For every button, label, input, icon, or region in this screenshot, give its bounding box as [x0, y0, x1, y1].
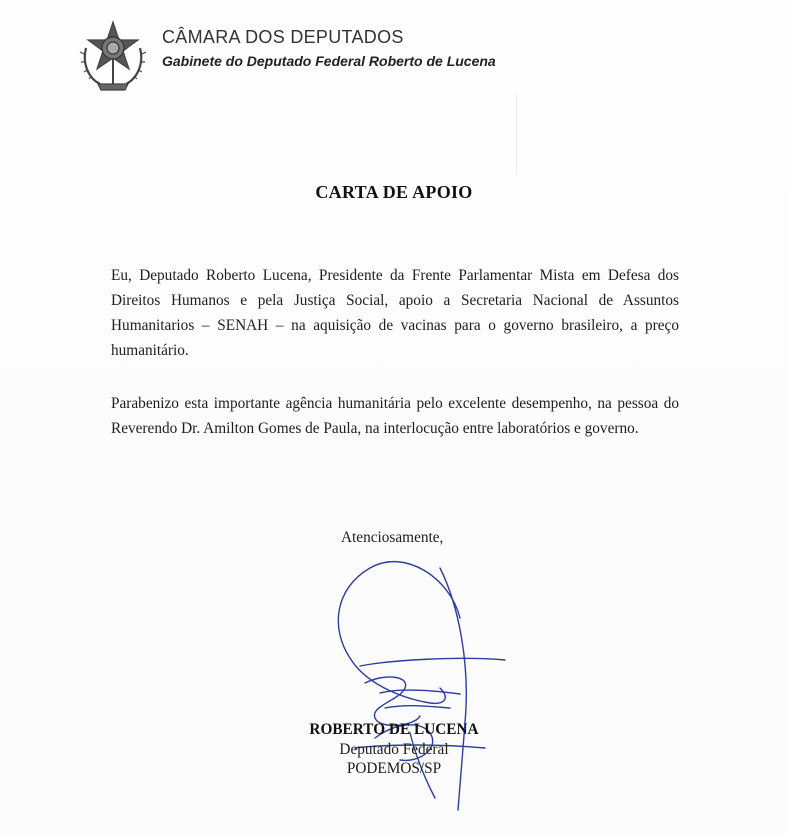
closing-salutation: Atenciosamente,	[341, 529, 444, 546]
brazil-coat-of-arms-icon	[78, 18, 148, 98]
office-name: Gabinete do Deputado Federal Roberto de Lucena	[162, 53, 496, 69]
institution-name: CÂMARA DOS DEPUTADOS	[162, 27, 404, 47]
paragraph-support: Eu, Deputado Roberto Lucena, Presidente da Frente Parlamentar Mista em Defesa dos Direitos Humanos e pela Justiça Social, apoio a Secretaria Nacional de Assuntos Humanitarios – SENAH – na aquisição de vacinas para o governo brasileiro, a preço humanitário.	[111, 267, 679, 359]
paper-crease	[516, 95, 517, 175]
paragraph-congratulations: Parabenizo esta importante agência humanitária pelo excelente desempenho, na pessoa do Reverendo Dr. Amilton Gomes de Paula, na interlocução entre laboratórios e governo.	[111, 395, 679, 437]
document-title: CARTA DE APOIO	[315, 182, 473, 202]
signatory-role: Deputado Federal	[339, 741, 449, 758]
signatory-name: ROBERTO DE LUCENA	[309, 721, 479, 738]
signatory-party: PODEMOS/SP	[346, 760, 442, 777]
